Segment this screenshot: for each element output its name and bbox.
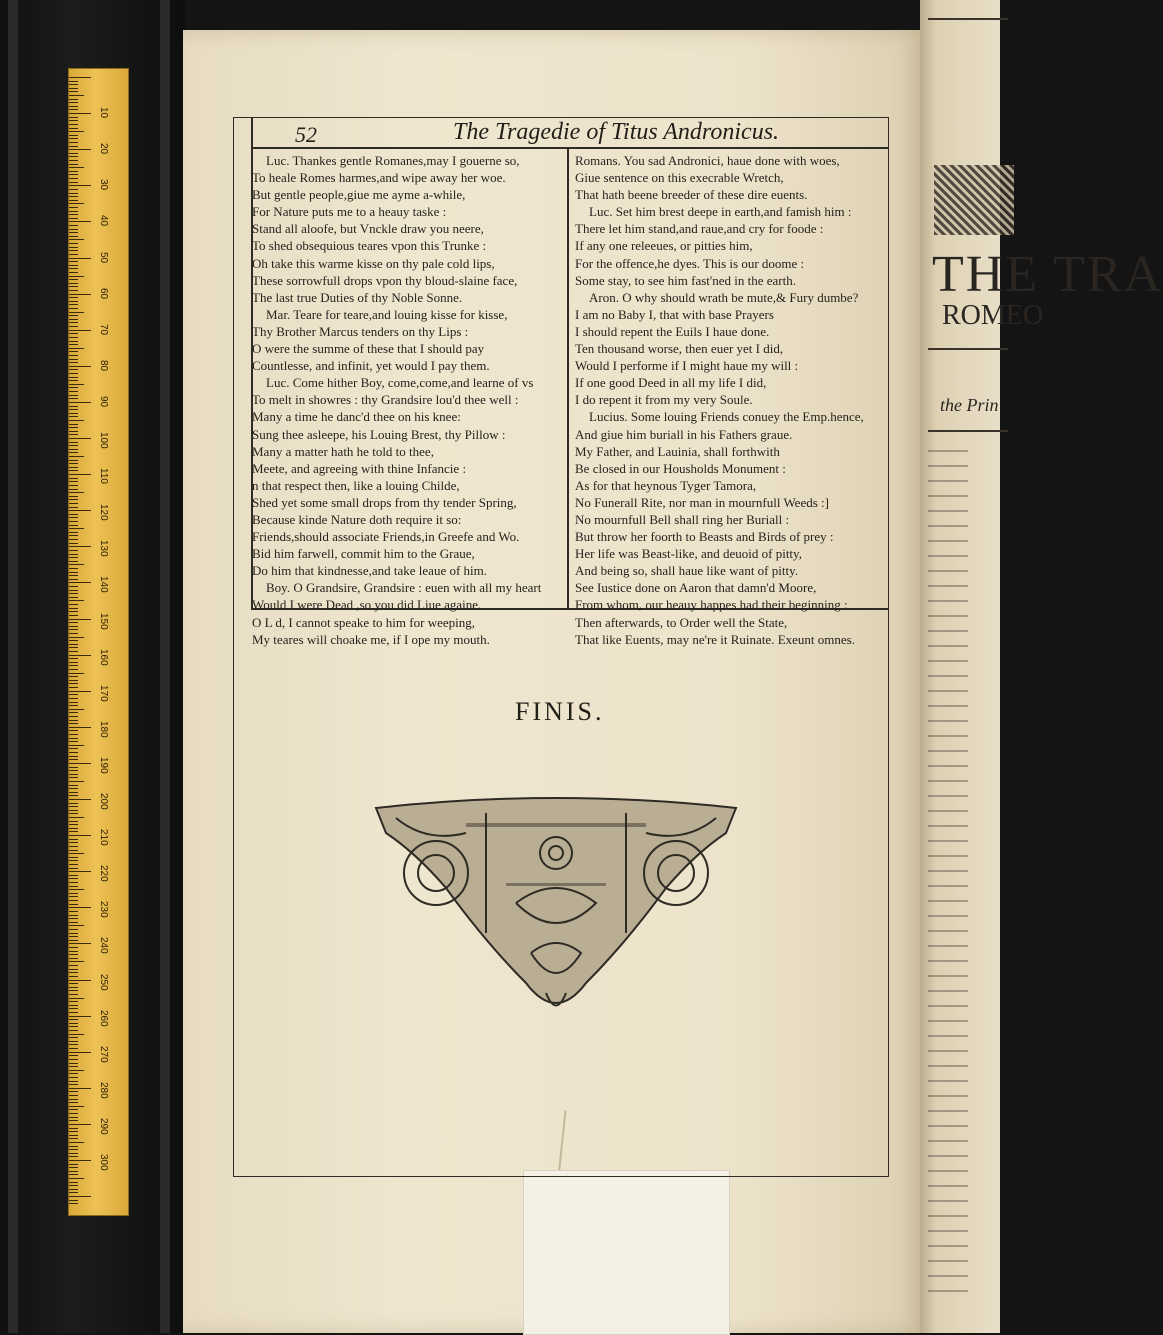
verse-line: These sorrowfull drops vpon thy bloud-slaine face,	[252, 272, 518, 288]
verse-line: I should repent the Euils I haue done.	[575, 323, 770, 339]
ruler-label: 60	[98, 287, 109, 299]
verse-line: There let him stand,and raue,and cry for foode :	[575, 221, 824, 237]
verse-line: If any one releeues, or pitties him,	[575, 238, 753, 254]
ruler-label: 230	[98, 901, 109, 918]
verse-line: Her life was Beast-like, and deuoid of pitty,	[575, 546, 802, 562]
ruler-label: 100	[98, 432, 109, 449]
verse-line: That like Euents, may ne're it Ruinate. Exeunt omnes.	[575, 631, 855, 647]
verse-line: Would I performe if I might haue my will :	[575, 358, 799, 374]
ruler-label: 140	[98, 576, 109, 594]
verse-line: Oh take this warme kisse on thy pale cold lips,	[252, 255, 495, 271]
verse-line: Shed yet some small drops from thy tender Spring,	[252, 494, 517, 510]
verse-line: From whom, our heauy happes had their beginning :	[575, 597, 848, 613]
finis-heading: FINIS.	[515, 697, 605, 726]
ruler-label: 260	[98, 1009, 109, 1027]
facing-page-title: THE TRA	[932, 246, 1163, 303]
verse-line: Mar. Teare for teare,and louing kisse for kisse,	[266, 306, 508, 322]
verse-line: To heale Romes harmes,and wipe away her woe.	[252, 170, 506, 186]
verse-line: Friends,should associate Friends,in Greefe and Wo.	[252, 529, 520, 545]
verse-line: For Nature puts me to a heauy taske :	[252, 204, 447, 220]
ruler-label: 200	[98, 793, 109, 810]
ruler-label: 40	[98, 215, 109, 227]
verse-line: Would I were Dead ,so you did Liue againe.	[252, 597, 482, 613]
verse-line: No mournfull Bell shall ring her Buriall :	[575, 511, 790, 527]
verse-line: For the offence,he dyes. This is our doome :	[575, 255, 805, 271]
ruler-label: 210	[98, 829, 109, 846]
column-divider	[567, 149, 569, 608]
verse-line: Many a time he danc'd thee on his knee:	[252, 409, 461, 425]
verse-line: As for that heynous Tyger Tamora,	[575, 477, 757, 493]
verse-line: Luc. Set him brest deepe in earth,and famish him :	[589, 204, 852, 220]
ruler-label: 180	[98, 720, 109, 738]
verse-line: To shed obsequious teares vpon this Trunke :	[252, 238, 487, 254]
ruler-label: 50	[98, 251, 109, 263]
ruler-label: 150	[98, 612, 109, 630]
verse-line: But gentle people,giue me ayme a-while,	[252, 187, 466, 203]
ruler-label: 300	[98, 1154, 109, 1171]
verse-line: That hath beene breeder of these dire euents.	[575, 187, 808, 203]
ruler-label: 170	[98, 684, 109, 702]
verse-line: No Funerall Rite, nor man in mournfull Weeds :]	[575, 494, 829, 510]
verse-line: Stand all aloofe, but Vnckle draw you neere,	[252, 221, 484, 237]
verse-line: Be closed in our Housholds Monument :	[575, 460, 786, 476]
ruler-label: 240	[98, 937, 109, 955]
verse-line: My Father, and Lauinia, shall forthwith	[575, 443, 780, 459]
verse-line: Luc. Thankes gentle Romanes,may I gouerne so,	[266, 153, 520, 168]
verse-line: Countlesse, and infinit, yet would I pay them.	[252, 358, 490, 374]
ruler-label: 90	[98, 395, 109, 408]
verse-line: Giue sentence on this execrable Wretch,	[575, 170, 784, 186]
facing-page	[920, 0, 1163, 1333]
verse-line: And being so, shall haue like want of pitty.	[575, 563, 799, 579]
ruler-label: 20	[98, 143, 109, 155]
ruler-label: 10	[98, 107, 109, 119]
verse-line: Some stay, to see him fast'ned in the earth.	[575, 272, 796, 288]
ruler-label: 270	[98, 1045, 109, 1063]
verse-line: To melt in showres : thy Grandsire lou'd thee well :	[252, 392, 519, 408]
verse-line: And giue him buriall in his Fathers graue.	[575, 426, 793, 442]
ruler-label: 280	[98, 1081, 109, 1099]
verse-line: Bid him farwell, commit him to the Graue,	[252, 546, 475, 562]
ruler-label: 250	[98, 973, 109, 991]
page-number: 52	[295, 122, 317, 147]
facing-page-subtitle: ROMEO	[942, 300, 1044, 331]
verse-line: Do him that kindnesse,and take leaue of him.	[252, 563, 488, 579]
verse-line: Sung thee asleepe, his Louing Brest, thy Pillow :	[252, 426, 506, 442]
verse-line: Then afterwards, to Order well the State,	[575, 614, 788, 630]
verse-line: Because kinde Nature doth require it so:	[252, 511, 462, 527]
ruler-label: 160	[98, 648, 109, 666]
verse-line: Luc. Come hither Boy, come,come,and learne of vs	[266, 375, 534, 391]
verse-line: I do repent it from my very Soule.	[575, 392, 753, 408]
verse-line: Many a matter hath he told to thee,	[252, 443, 434, 459]
verse-line: Ten thousand worse, then euer yet I did,	[575, 341, 784, 357]
verse-line: I am no Baby I, that with base Prayers	[575, 306, 774, 322]
verse-line: If one good Deed in all my life I did,	[575, 375, 767, 391]
verse-line: Thy Brother Marcus tenders on thy Lips :	[252, 323, 469, 339]
ruler-label: 30	[98, 179, 109, 191]
left-text-column	[252, 152, 564, 648]
running-title: The Tragedie of Titus Andronicus.	[453, 119, 780, 145]
verse-line: The last true Duties of thy Noble Sonne.	[252, 289, 463, 305]
ruler-label: 290	[98, 1117, 109, 1135]
verse-line: Lucius. Some louing Friends conuey the Emp.hence,	[589, 409, 864, 425]
ruler-label: 110	[98, 468, 109, 485]
verse-line: Romans. You sad Andronici, haue done with woes,	[575, 153, 840, 168]
ruler-label: 70	[98, 323, 109, 335]
ruler-label: 130	[98, 540, 109, 557]
ruler-label: 120	[98, 504, 109, 521]
facing-page-italic-line: the Prin	[940, 395, 999, 415]
verse-line: My teares will choake me, if I ope my mouth.	[252, 631, 490, 647]
verse-line: O L d, I cannot speake to him for weeping,	[252, 614, 475, 630]
right-text-column	[575, 152, 890, 648]
verse-line: n that respect then, like a louing Childe,	[252, 477, 460, 493]
verse-line: But throw her foorth to Beasts and Birds of prey :	[575, 529, 834, 545]
verse-line: Meete, and agreeing with thine Infancie :	[252, 460, 467, 476]
facing-page-ornament	[934, 165, 1014, 235]
ruler-label: 190	[98, 756, 109, 774]
verse-line: Aron. O why should wrath be mute,& Fury dumbe?	[589, 289, 859, 305]
verse-line: O were the summe of these that I should pay	[252, 341, 485, 357]
ruler-label: 220	[98, 865, 109, 882]
measuring-ruler	[68, 68, 129, 1216]
paper-repair-patch	[523, 1170, 730, 1335]
verse-line: See Iustice done on Aaron that damn'd Moore,	[575, 580, 817, 596]
verse-line: Boy. O Grandsire, Grandsire : euen with all my heart	[266, 580, 542, 596]
decorative-tailpiece	[366, 793, 746, 1026]
ruler-label: 80	[98, 359, 109, 371]
